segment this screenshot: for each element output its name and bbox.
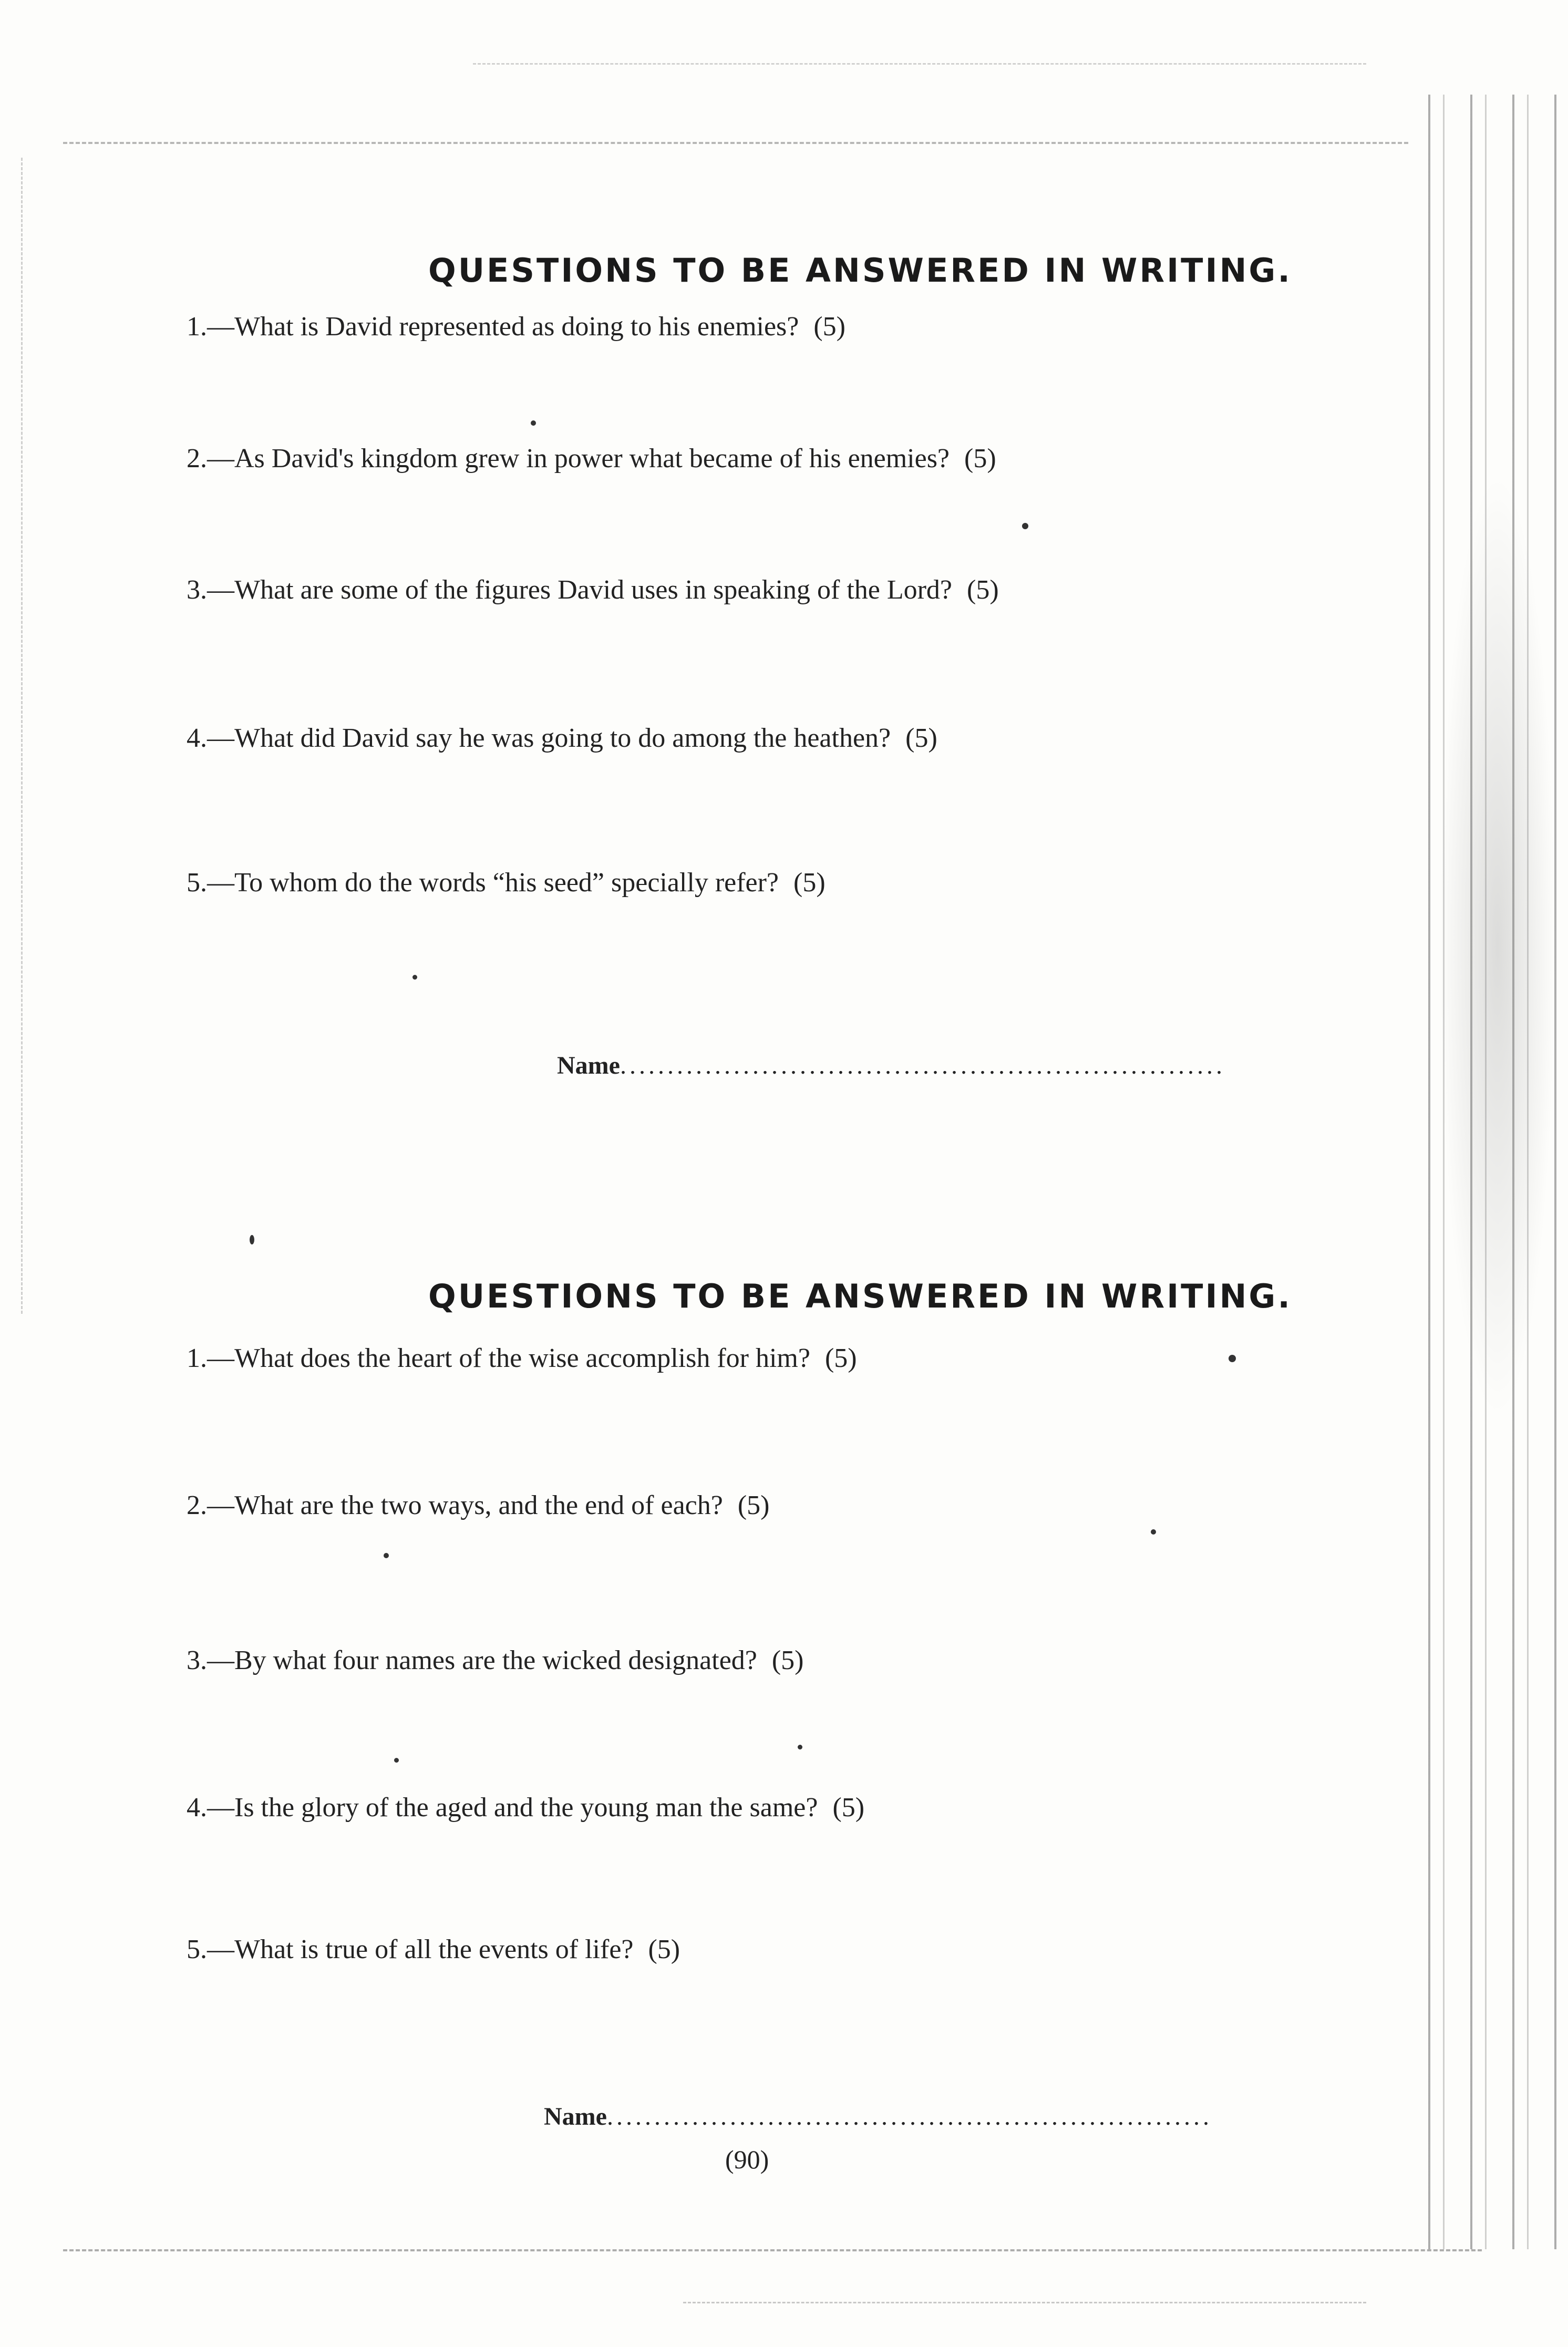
question-item	[187, 1645, 804, 1676]
question-marks: (5)	[737, 1490, 770, 1520]
question-item	[187, 1490, 769, 1521]
question-text: What are some of the figures David uses in speaking of the Lord?	[234, 575, 953, 605]
scan-speck	[798, 1745, 802, 1749]
question-number: 4.—	[187, 1793, 234, 1823]
scan-edge-bottom	[63, 2249, 1482, 2251]
question-item	[187, 574, 999, 605]
question-text: What is true of all the events of life?	[234, 1934, 634, 1964]
question-text: What are the two ways, and the end of each?	[234, 1490, 723, 1520]
name-label: Name	[557, 1052, 620, 1079]
question-item	[187, 867, 826, 898]
question-marks: (5)	[648, 1934, 680, 1964]
question-text: By what four names are the wicked designated?	[234, 1645, 757, 1675]
scan-speck	[250, 1235, 254, 1244]
name-field	[557, 1051, 1225, 1080]
section-title: QUESTIONS TO BE ANSWERED IN WRITING.	[428, 1277, 1292, 1315]
name-label: Name	[544, 2103, 607, 2130]
question-number: 3.—	[187, 575, 234, 605]
question-item	[187, 1792, 864, 1823]
scan-speck	[1151, 1529, 1156, 1535]
question-item	[187, 311, 845, 342]
question-text: To whom do the words “his seed” specially refer?	[234, 868, 779, 898]
question-text: As David's kingdom grew in power what became of his enemies?	[234, 444, 950, 473]
question-marks: (5)	[905, 723, 937, 753]
question-text: Is the glory of the aged and the young man the same?	[234, 1793, 818, 1823]
question-marks: (5)	[967, 575, 999, 605]
scan-edge-bottom-faint	[683, 2302, 1366, 2303]
question-number: 3.—	[187, 1645, 234, 1675]
question-text: What does the heart of the wise accomplish for him?	[234, 1343, 810, 1373]
name-dots: ................................................................	[606, 2103, 1212, 2130]
scan-speck	[384, 1553, 389, 1558]
scan-speck	[531, 420, 536, 426]
question-marks: (5)	[824, 1343, 857, 1373]
question-number: 4.—	[187, 723, 234, 753]
name-dots: ................................................................	[620, 1052, 1225, 1079]
question-text: What is David represented as doing to his enemies?	[234, 312, 799, 342]
question-number: 5.—	[187, 1934, 234, 1964]
scan-speck	[1229, 1355, 1236, 1362]
question-number: 5.—	[187, 868, 234, 898]
question-marks: (5)	[832, 1793, 865, 1823]
question-number: 2.—	[187, 1490, 234, 1520]
scan-edge-right-shadow	[1440, 473, 1555, 1419]
question-marks: (5)	[964, 444, 996, 473]
scan-edge-left	[21, 158, 23, 1314]
scan-edge-top	[63, 142, 1408, 144]
question-number: 1.—	[187, 312, 234, 342]
question-marks: (5)	[813, 312, 845, 342]
question-item	[187, 443, 996, 474]
question-marks: (5)	[793, 868, 826, 898]
question-text: What did David say he was going to do among the heathen?	[234, 723, 891, 753]
question-number: 2.—	[187, 444, 234, 473]
question-item	[187, 1934, 680, 1965]
scan-speck	[412, 975, 417, 980]
section-title: QUESTIONS TO BE ANSWERED IN WRITING.	[428, 251, 1292, 290]
question-item	[187, 723, 937, 754]
question-item	[187, 1343, 857, 1374]
question-marks: (5)	[771, 1645, 804, 1675]
scan-speck	[394, 1758, 399, 1763]
scan-speck	[1022, 523, 1028, 529]
question-number: 1.—	[187, 1343, 234, 1373]
page-number: (90)	[725, 2145, 769, 2174]
scan-edge-top-faint	[473, 63, 1366, 65]
name-field	[544, 2102, 1212, 2131]
